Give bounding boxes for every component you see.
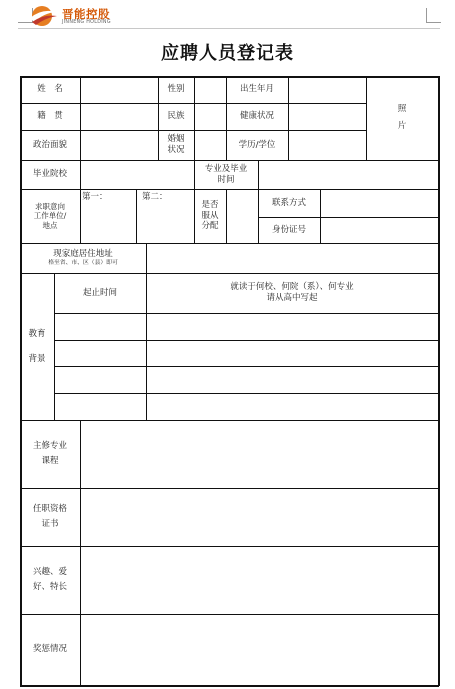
label-address-2: 格至省、市、区（县）即可: [48, 259, 118, 266]
label-awards: 奖惩情况: [32, 644, 67, 655]
label-major-time-1: 专业及毕业: [204, 163, 248, 174]
label-political: 政治面貌: [32, 139, 67, 150]
company-logo: [28, 4, 128, 28]
certificates-field[interactable]: [81, 489, 438, 546]
label-obey-1: 是否: [201, 200, 219, 211]
label-name: 姓 名: [37, 84, 63, 95]
label-edu-desc-1: 就读于何校、何院（系）、何专业: [230, 282, 354, 293]
edu-desc-field[interactable]: [147, 367, 438, 393]
courses-field[interactable]: [81, 421, 438, 488]
label-photo-2: 片: [397, 121, 407, 131]
logo-swoosh-icon: [28, 4, 58, 28]
label-hobbies: [20, 546, 80, 614]
photo-box[interactable]: [366, 76, 438, 160]
page-title: 应聘人员登记表: [161, 43, 294, 64]
border-bottom: [20, 685, 439, 687]
label-photo-1: 照: [397, 104, 407, 115]
second-choice-field[interactable]: [137, 203, 194, 243]
ethnicity-field[interactable]: [195, 104, 226, 130]
native-place-field[interactable]: [81, 104, 158, 130]
label-cert-1: 任职资格: [32, 504, 67, 515]
label-school: 毕业院校: [32, 169, 67, 180]
label-ethnicity: 民族: [167, 111, 185, 122]
label-edu-desc-2: 请从高中写起: [266, 293, 318, 303]
label-edu-period: 起止时间: [82, 287, 117, 298]
label-first-choice: 第一：: [82, 191, 108, 202]
major-time-field[interactable]: [259, 161, 438, 189]
label-obey-2: 服从: [201, 210, 219, 221]
school-field[interactable]: [81, 161, 194, 189]
label-address: [20, 243, 146, 273]
brand-name-en: JINNENG HOLDING: [62, 20, 111, 25]
edu-period-field[interactable]: [55, 394, 146, 420]
label-cert-2: 证书: [41, 519, 59, 529]
marital-field[interactable]: [195, 131, 226, 160]
edu-period-field[interactable]: [55, 367, 146, 393]
hobbies-field[interactable]: [81, 547, 438, 614]
name-field[interactable]: [81, 77, 158, 103]
contact-field[interactable]: [321, 190, 438, 217]
label-certificates: [20, 488, 80, 546]
edu-period-field[interactable]: [55, 314, 146, 340]
label-obey: [194, 189, 226, 243]
label-contact: 联系方式: [271, 197, 306, 208]
header-divider: [18, 28, 440, 29]
label-hobby-1: 兴趣、爱: [32, 567, 67, 578]
label-job-intent-3: 地点: [42, 220, 58, 230]
address-field[interactable]: [147, 244, 438, 273]
label-edu-bg-2: 背景: [28, 353, 46, 364]
border-right: [438, 76, 440, 686]
label-birth: 出生年月: [239, 84, 274, 95]
label-courses-2: 课程: [41, 456, 59, 466]
label-health: 健康状况: [239, 111, 274, 122]
label-edu-bg-1: 教育: [28, 328, 46, 339]
id-number-field[interactable]: [321, 218, 438, 243]
label-job-intent: [20, 189, 80, 243]
label-second-choice: 第二：: [142, 191, 168, 202]
label-courses-1: 主修专业: [32, 441, 67, 452]
label-edu-desc: [146, 273, 438, 313]
label-major-time-2: 时间: [217, 174, 235, 185]
obey-field[interactable]: [227, 190, 258, 243]
first-choice-field[interactable]: [81, 203, 136, 243]
health-field[interactable]: [289, 104, 366, 130]
label-obey-3: 分配: [201, 221, 219, 232]
label-marital: [158, 130, 194, 160]
label-edu-background: [20, 273, 54, 420]
label-marital-2: 状况: [167, 145, 185, 155]
label-id-number: 身份证号: [271, 224, 306, 235]
label-courses: [20, 420, 80, 488]
label-gender: 性别: [167, 84, 185, 95]
label-job-intent-2: 工作单位/: [33, 211, 67, 221]
label-job-intent-1: 求职意向: [35, 201, 65, 211]
corner-mark-top-right: [426, 8, 441, 23]
label-hobby-2: 好、特长: [32, 582, 67, 592]
label-native-place: 籍 贯: [37, 111, 63, 122]
brand-name: 晋能控股: [62, 7, 110, 21]
label-marital-1: 婚姻: [167, 134, 185, 145]
edu-period-field[interactable]: [55, 341, 146, 366]
gender-field[interactable]: [195, 77, 226, 103]
awards-field[interactable]: [81, 615, 438, 685]
label-education-degree: 学历/学位: [238, 139, 276, 150]
label-major-time: [194, 160, 258, 189]
birth-field[interactable]: [289, 77, 366, 103]
edu-desc-field[interactable]: [147, 394, 438, 420]
label-address-1: 现家庭居住地址: [53, 249, 113, 260]
edu-desc-field[interactable]: [147, 341, 438, 366]
edu-desc-field[interactable]: [147, 314, 438, 340]
education-degree-field[interactable]: [289, 131, 366, 160]
registration-form: [20, 76, 439, 686]
political-field[interactable]: [81, 131, 158, 160]
